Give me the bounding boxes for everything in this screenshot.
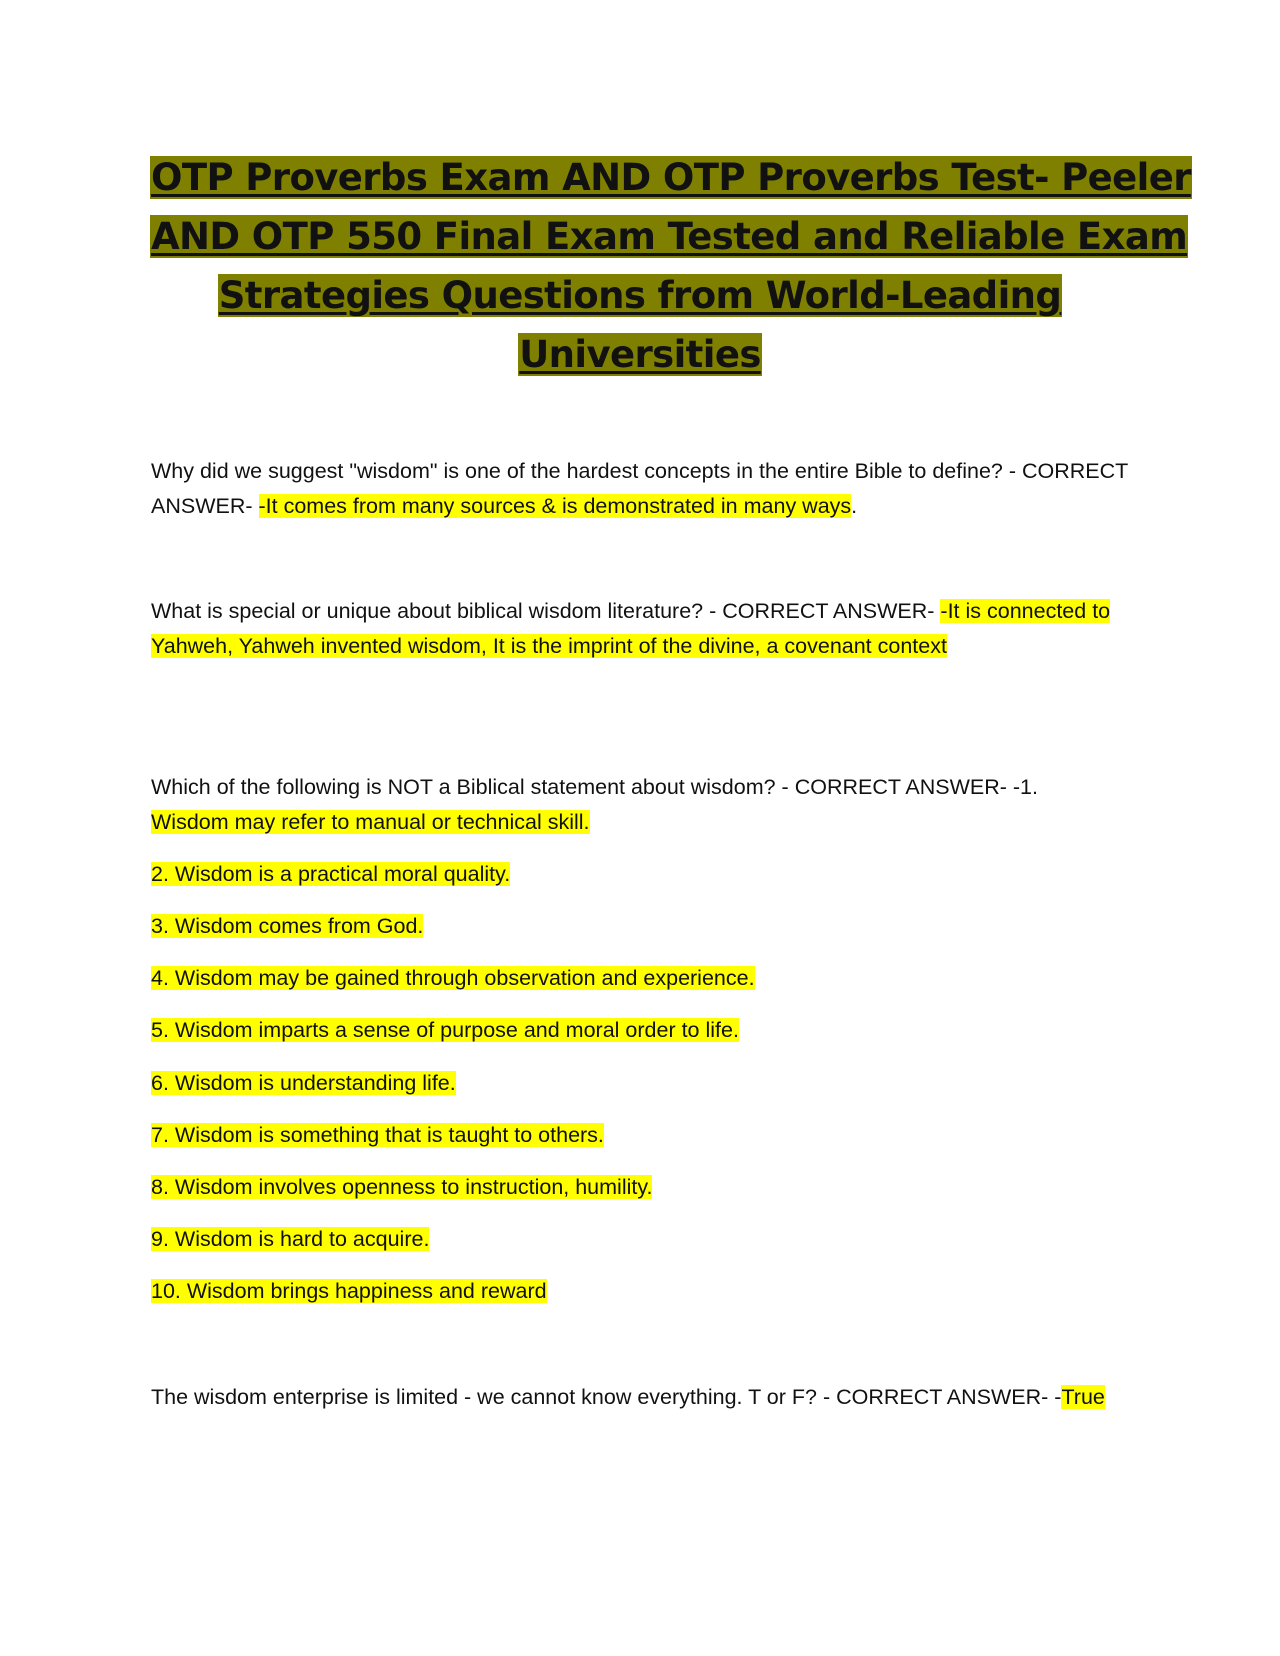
question-2 bbox=[151, 594, 1141, 664]
list-item: 10. Wisdom brings happiness and reward bbox=[151, 1279, 547, 1303]
question-4 bbox=[151, 1380, 1141, 1415]
list-item: 9. Wisdom is hard to acquire. bbox=[151, 1227, 430, 1251]
list-item: 7. Wisdom is something that is taught to others. bbox=[151, 1123, 604, 1147]
title-line-4: Universities bbox=[519, 333, 761, 376]
list-item: 6. Wisdom is understanding life. bbox=[151, 1071, 456, 1095]
question-3-first-item: Wisdom may refer to manual or technical skill. bbox=[151, 810, 590, 834]
question-4-text: The wisdom enterprise is limited - we cannot know everything. T or F? - CORRECT ANSWER- - bbox=[151, 1385, 1062, 1409]
question-3 bbox=[151, 770, 1141, 840]
list-item: 3. Wisdom comes from God. bbox=[151, 914, 424, 938]
question-3-text: Which of the following is NOT a Biblical statement about wisdom? - CORRECT ANSWER- -1. bbox=[151, 775, 1038, 799]
question-1-text: Why did we suggest "wisdom" is one of the hardest concepts in the entire Bible to define? - CORRECT ANSWER- bbox=[151, 459, 1128, 518]
list-item: 4. Wisdom may be gained through observation and experience. bbox=[151, 966, 755, 990]
list-item: 2. Wisdom is a practical moral quality. bbox=[151, 862, 511, 886]
list-item: 5. Wisdom imparts a sense of purpose and moral order to life. bbox=[151, 1018, 739, 1042]
title-line-1: OTP Proverbs Exam AND OTP Proverbs Test- Peeler bbox=[151, 156, 1191, 199]
list-item: 8. Wisdom involves openness to instruction, humility. bbox=[151, 1175, 653, 1199]
question-4-answer: True bbox=[1061, 1385, 1105, 1409]
question-1-suffix: . bbox=[851, 494, 858, 518]
question-1-answer: -It comes from many sources & is demonstrated in many ways bbox=[258, 494, 852, 518]
title-line-2: AND OTP 550 Final Exam Tested and Reliable Exam bbox=[151, 215, 1188, 258]
title-line-3: Strategies Questions from World-Leading bbox=[218, 274, 1062, 317]
question-1 bbox=[151, 454, 1141, 524]
document-title bbox=[150, 148, 1191, 384]
question-2-answer: -It is connected to Yahweh, Yahweh invented wisdom, It is the imprint of the divine, a covenant context bbox=[151, 599, 1111, 658]
question-2-text: What is special or unique about biblical wisdom literature? - CORRECT ANSWER- bbox=[151, 599, 941, 623]
